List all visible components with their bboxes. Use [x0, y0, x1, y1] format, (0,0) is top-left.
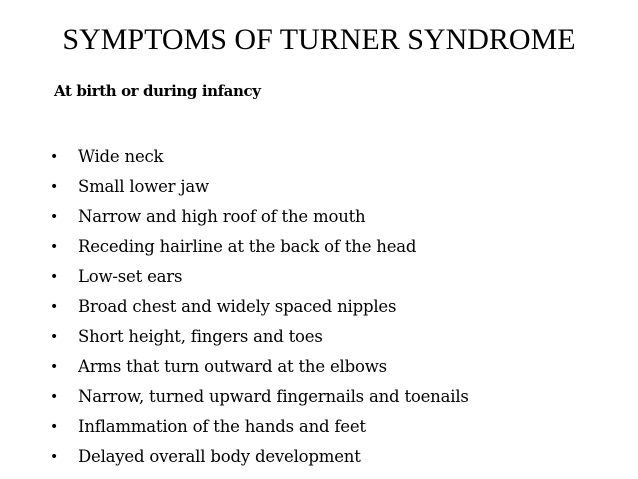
list-item-text: Receding hairline at the back of the head	[78, 237, 417, 256]
list-item-text: Inflammation of the hands and feet	[78, 417, 366, 436]
list-item	[50, 412, 469, 442]
bullet-icon: •	[50, 209, 59, 225]
list-item	[50, 382, 469, 412]
list-item-text: Delayed overall body development	[78, 447, 361, 466]
bullet-icon: •	[50, 299, 59, 315]
bullet-icon: •	[50, 449, 59, 465]
list-item-text: Narrow and high roof of the mouth	[78, 207, 366, 226]
bullet-icon: •	[50, 419, 59, 435]
bullet-icon: •	[50, 239, 59, 255]
list-item-text: Broad chest and widely spaced nipples	[78, 297, 397, 316]
list-item	[50, 142, 469, 172]
bullet-icon: •	[50, 149, 59, 165]
list-item	[50, 292, 469, 322]
list-item	[50, 232, 469, 262]
list-item-text: Wide neck	[78, 147, 164, 166]
slide-title: SYMPTOMS OF TURNER SYNDROME	[62, 23, 576, 56]
bullet-icon: •	[50, 269, 59, 285]
section-subtitle: At birth or during infancy	[54, 82, 261, 100]
list-item-text: Narrow, turned upward fingernails and toenails	[78, 387, 469, 406]
list-item	[50, 202, 469, 232]
bullet-icon: •	[50, 359, 59, 375]
list-item	[50, 322, 469, 352]
list-item	[50, 172, 469, 202]
list-item	[50, 442, 469, 472]
list-item	[50, 352, 469, 382]
bullet-icon: •	[50, 389, 59, 405]
list-item-text: Arms that turn outward at the elbows	[78, 357, 387, 376]
list-item-text: Small lower jaw	[78, 177, 209, 196]
list-item	[50, 262, 469, 292]
list-item-text: Short height, fingers and toes	[78, 327, 323, 346]
bullet-icon: •	[50, 179, 59, 195]
list-item-text: Low-set ears	[78, 267, 183, 286]
bullet-icon: •	[50, 329, 59, 345]
symptom-list	[50, 142, 469, 472]
